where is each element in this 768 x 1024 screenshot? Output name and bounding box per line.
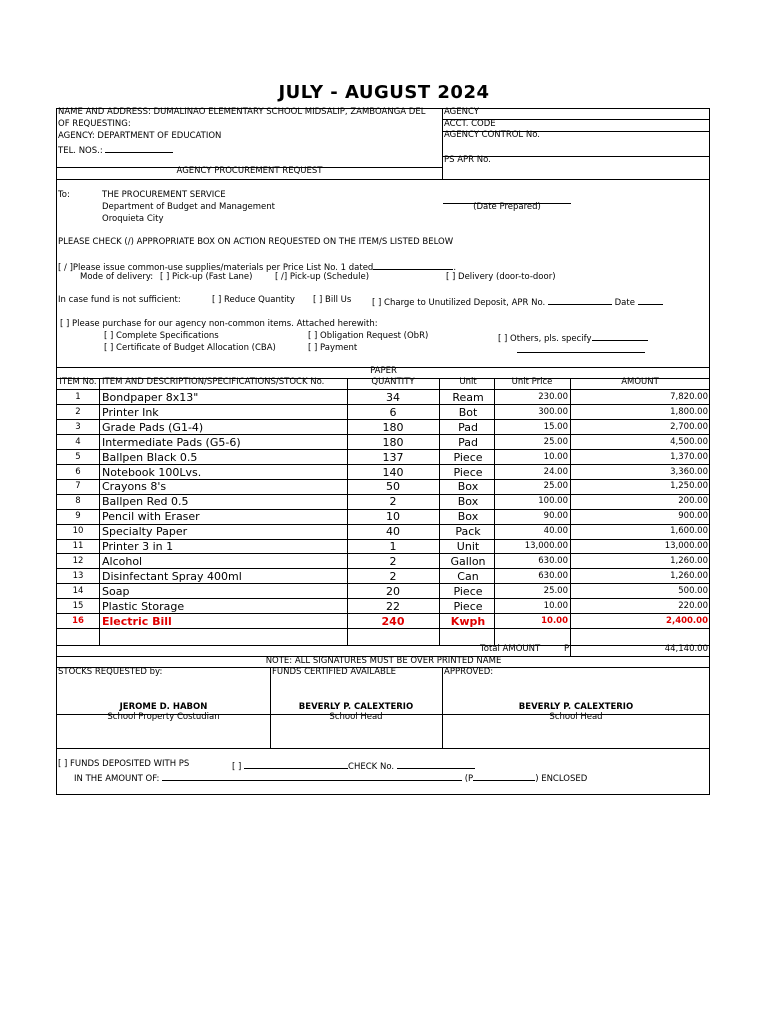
item-unit: Piece (453, 450, 483, 464)
option-fast-lane[interactable]: [ ] Pick-up (Fast Lane) (160, 272, 253, 282)
option-pickup-schedule[interactable]: [ /] Pick-up (Schedule) (275, 272, 370, 282)
mode-of-delivery: Mode of delivery: (80, 272, 154, 282)
header-description: ITEM AND DESCRIPTION/SPECIFICATIONS/STOCK No. (102, 377, 325, 387)
total-label: Total AMOUNT (480, 644, 541, 654)
signatory-3-position: School Head (549, 712, 603, 722)
table-row (57, 465, 710, 480)
item-amount: 13,000.00 (664, 541, 708, 551)
table-row (57, 450, 710, 465)
stocks-requested-label: STOCKS REQUESTED by: (58, 667, 163, 677)
table-row (57, 420, 710, 435)
agency-name: AGENCY: DEPARTMENT OF EDUCATION (58, 131, 222, 141)
date-prepared: (Date Prepared) (473, 202, 541, 212)
item-unit: Unit (456, 540, 480, 553)
table-row (57, 390, 710, 405)
table-row (57, 569, 710, 584)
header-quantity: QUANTITY (371, 377, 415, 387)
header-unit: Unit (459, 377, 477, 387)
table-row (57, 584, 710, 599)
item-quantity: 10 (386, 510, 400, 524)
item-number: 8 (75, 496, 81, 507)
item-quantity: 20 (386, 584, 400, 598)
item-unit: Box (457, 510, 479, 524)
signatory-1-position: School Property Costudian (107, 712, 220, 722)
item-amount: 220.00 (678, 600, 708, 611)
item-number: 14 (72, 585, 84, 596)
item-unit: Gallon (450, 554, 486, 568)
table-row (57, 494, 710, 509)
item-description: Bondpaper 8x13" (102, 391, 199, 404)
agency-control-no: AGENCY CONTROL No. (444, 130, 540, 140)
item-quantity: 140 (382, 465, 404, 479)
item-unit-price: 25.00 (543, 436, 568, 447)
item-number: 7 (75, 481, 81, 492)
header-item-no: ITEM No. (59, 377, 97, 387)
item-number: 5 (75, 451, 81, 462)
item-description: Disinfectant Spray 400ml (102, 569, 242, 583)
option-others[interactable]: [ ] Others, pls. specify (498, 331, 648, 345)
table-row (57, 405, 710, 420)
issue-line: [ / ]Please issue common-use supplies/materials per Price List No. 1 dated . (58, 260, 456, 274)
item-unit: Box (457, 480, 479, 494)
item-amount: 1,260.00 (670, 570, 708, 581)
fund-line: In case fund is not sufficient: (58, 295, 181, 305)
option-cba[interactable]: [ ] Certificate of Budget Allocation (CBA) (104, 343, 276, 353)
item-quantity: 50 (386, 480, 400, 494)
item-unit-price: 100.00 (538, 496, 568, 507)
item-unit-price: 90.00 (543, 511, 568, 522)
funds-deposited[interactable]: [ ] FUNDS DEPOSITED WITH PS (58, 759, 190, 769)
item-quantity: 2 (389, 554, 397, 568)
item-quantity: 40 (386, 525, 400, 539)
tel-nos: TEL. NOS.: (58, 143, 173, 157)
item-unit: Kwph (450, 614, 486, 628)
header-amount: AMOUNT (621, 377, 659, 387)
item-number: 13 (72, 570, 84, 581)
item-amount: 1,600.00 (670, 526, 708, 537)
item-quantity: 2 (389, 495, 397, 509)
others-specify-line (517, 352, 645, 353)
item-amount: 2,400.00 (666, 615, 708, 626)
amount-of-field[interactable]: IN THE AMOUNT OF: (P ) ENCLOSED (74, 771, 587, 785)
option-bill-us[interactable]: [ ] Bill Us (313, 295, 352, 305)
option-charge-deposit[interactable]: [ ] Charge to Unutilized Deposit, APR No. Date (372, 295, 663, 309)
item-amount: 1,250.00 (670, 481, 708, 492)
item-description: Printer 3 in 1 (102, 540, 174, 553)
item-quantity: 6 (389, 405, 397, 419)
right-agency: AGENCY (444, 107, 479, 117)
item-quantity: 137 (382, 450, 404, 464)
table-row (57, 435, 710, 450)
item-unit-price: 25.00 (543, 585, 568, 596)
item-quantity: 180 (382, 435, 404, 449)
item-description: Specialty Paper (102, 525, 188, 539)
option-delivery[interactable]: [ ] Delivery (door-to-door) (446, 272, 556, 282)
item-number: 15 (72, 600, 84, 611)
item-description: Crayons 8's (102, 480, 167, 494)
purchase-line: [ ] Please purchase for our agency non-common items. Attached herewith: (60, 319, 378, 329)
item-quantity: 2 (389, 569, 397, 583)
option-payment[interactable]: [ ] Payment (308, 343, 358, 353)
signatory-2-name: BEVERLY P. CALEXTERIO (298, 702, 414, 712)
item-amount: 2,700.00 (670, 421, 708, 432)
item-amount: 500.00 (678, 585, 708, 596)
item-description: Alcohol (102, 554, 143, 568)
item-number: 3 (75, 421, 81, 432)
item-unit-price: 13,000.00 (524, 541, 568, 551)
item-description: Soap (102, 584, 130, 598)
item-description: Grade Pads (G1-4) (102, 420, 204, 434)
item-number: 6 (75, 466, 81, 477)
item-number: 12 (72, 555, 84, 566)
table-row (57, 479, 710, 494)
item-unit: Piece (453, 599, 483, 613)
item-description: Electric Bill (102, 614, 172, 628)
option-reduce-quantity[interactable]: [ ] Reduce Quantity (212, 295, 295, 305)
page-title: JULY - AUGUST 2024 (278, 82, 490, 103)
item-unit-price: 24.00 (543, 466, 568, 477)
item-amount: 1,370.00 (670, 451, 708, 462)
item-unit: Pad (458, 420, 478, 434)
table-row (57, 509, 710, 524)
item-unit: Pad (458, 435, 478, 449)
item-quantity: 180 (382, 420, 404, 434)
table-row (57, 599, 710, 614)
item-number: 4 (75, 436, 81, 447)
item-unit-price: 10.00 (541, 615, 568, 626)
approved-label: APPROVED: (444, 667, 494, 677)
item-number: 1 (75, 392, 81, 402)
item-unit: Can (457, 569, 479, 583)
table-row (57, 539, 710, 554)
option-obligation-request[interactable]: [ ] Obligation Request (ObR) (308, 331, 429, 341)
item-number: 11 (72, 541, 84, 551)
item-description: Plastic Storage (102, 599, 185, 613)
item-amount: 3,360.00 (670, 466, 708, 477)
item-unit-price: 10.00 (543, 600, 568, 611)
item-unit-price: 10.00 (543, 451, 568, 462)
check-number-field[interactable]: [ ] CHECK No. (232, 759, 475, 773)
item-unit: Piece (453, 584, 483, 598)
to-line-3: Oroquieta City (102, 214, 164, 224)
item-description: Ballpen Black 0.5 (102, 450, 198, 464)
apr-label: AGENCY PROCUREMENT REQUEST (176, 166, 323, 176)
total-amount: 44,140.00 (664, 644, 708, 654)
item-number: 10 (72, 526, 84, 537)
item-quantity: 1 (389, 540, 397, 553)
to-line-2: Department of Budget and Management (102, 202, 275, 212)
item-description: Intermediate Pads (G5-6) (102, 435, 241, 449)
item-quantity: 22 (386, 599, 400, 613)
item-amount: 1,260.00 (670, 555, 708, 566)
item-number: 2 (75, 406, 81, 417)
item-description: Ballpen Red 0.5 (102, 495, 189, 509)
item-unit-price: 630.00 (538, 570, 568, 581)
name-address: NAME AND ADDRESS: DUMALINAO ELEMENTARY SCHOOL MIDSALIP, ZAMBOANGA DEL (58, 107, 426, 117)
item-unit-price: 15.00 (543, 421, 568, 432)
item-unit-price: 300.00 (538, 406, 568, 417)
table-row (57, 524, 710, 539)
table-row (57, 554, 710, 569)
to-line-1: THE PROCUREMENT SERVICE (102, 190, 226, 200)
item-amount: 4,500.00 (670, 436, 708, 447)
acct-code: ACCT. CODE (444, 119, 496, 129)
signatory-2-position: School Head (329, 712, 383, 722)
item-unit: Pack (455, 525, 481, 539)
item-amount: 900.00 (678, 511, 708, 522)
signatory-3-name: BEVERLY P. CALEXTERIO (518, 702, 634, 712)
item-description: Pencil with Eraser (102, 510, 200, 524)
option-complete-specs[interactable]: [ ] Complete Specifications (104, 331, 219, 341)
category-label: PAPER (370, 366, 397, 376)
signature-note: NOTE: ALL SIGNATURES MUST BE OVER PRINTED NAME (265, 656, 502, 666)
of-requesting: OF REQUESTING: (58, 119, 131, 129)
item-unit: Piece (453, 465, 483, 479)
item-description: Printer Ink (102, 405, 159, 419)
item-unit-price: 25.00 (543, 481, 568, 492)
to-label: To: (58, 190, 70, 200)
item-amount: 7,820.00 (670, 392, 708, 402)
item-amount: 1,800.00 (670, 406, 708, 417)
item-description: Notebook 100Lvs. (102, 465, 202, 479)
total-currency: P (564, 644, 570, 654)
header-unit-price: Unit Price (511, 377, 553, 387)
item-unit: Bot (458, 405, 478, 419)
item-unit-price: 230.00 (538, 392, 568, 402)
table-row (57, 614, 710, 629)
item-quantity: 240 (381, 614, 405, 628)
item-unit: Ream (452, 391, 484, 404)
funds-certified-label: FUNDS CERTIFIED AVAILABLE (272, 667, 396, 677)
item-amount: 200.00 (678, 496, 708, 507)
signatory-1-name: JEROME D. HABON (119, 702, 208, 712)
check-note: PLEASE CHECK (/) APPROPRIATE BOX ON ACTION REQUESTED ON THE ITEM/S LISTED BELOW (58, 237, 454, 247)
item-number: 16 (72, 615, 84, 626)
item-number: 9 (75, 511, 81, 522)
ps-apr-no: PS APR No. (444, 155, 491, 165)
item-unit-price: 630.00 (538, 555, 568, 566)
item-unit-price: 40.00 (543, 526, 568, 537)
item-quantity: 34 (386, 391, 400, 404)
item-unit: Box (457, 495, 479, 509)
